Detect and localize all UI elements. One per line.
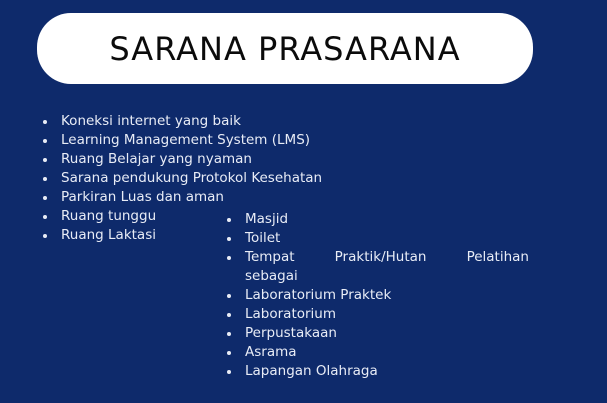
list-item-word: Tempat — [245, 249, 295, 265]
list-item-label: Perpustakaan — [245, 325, 337, 341]
list-item-label: Masjid — [245, 211, 289, 227]
list-item — [226, 286, 532, 305]
list-item — [42, 112, 372, 131]
list-item-word: Pelatihan — [466, 249, 529, 265]
list-item — [42, 169, 372, 188]
list-item-label: Asrama — [245, 344, 297, 360]
list-item — [42, 188, 372, 207]
list-item-label: Toilet — [245, 230, 281, 246]
list-item — [42, 131, 372, 150]
list-item — [226, 229, 532, 248]
list-item — [226, 362, 532, 381]
list-item-label: Ruang Belajar yang nyaman — [61, 151, 252, 167]
list-item-label: Laboratorium — [245, 306, 337, 322]
list-item-justified-line — [245, 248, 529, 267]
list-item — [226, 248, 532, 286]
list-item-label: Parkiran Luas dan aman — [61, 189, 224, 205]
list-item — [226, 324, 532, 343]
list-item-word: Praktik/Hutan — [334, 249, 427, 265]
list-item-label: Koneksi internet yang baik — [61, 113, 241, 129]
list-item — [226, 343, 532, 362]
list-item-label: Ruang tunggu — [61, 208, 157, 224]
list-item-label: Laboratorium Praktek — [245, 287, 392, 303]
page-title: SARANA PRASARANA — [109, 29, 461, 68]
title-box — [37, 13, 533, 84]
list-item-label: Ruang Laktasi — [61, 227, 156, 243]
list-item-continuation: sebagai — [245, 268, 298, 284]
list-item — [226, 210, 532, 229]
list-item — [42, 150, 372, 169]
list-item-label: Lapangan Olahraga — [245, 363, 378, 379]
facilities-list-right — [226, 210, 532, 381]
list-item — [226, 305, 532, 324]
list-item-label: Learning Management System (LMS) — [61, 132, 311, 148]
list-item-label: Sarana pendukung Protokol Kesehatan — [61, 170, 323, 186]
